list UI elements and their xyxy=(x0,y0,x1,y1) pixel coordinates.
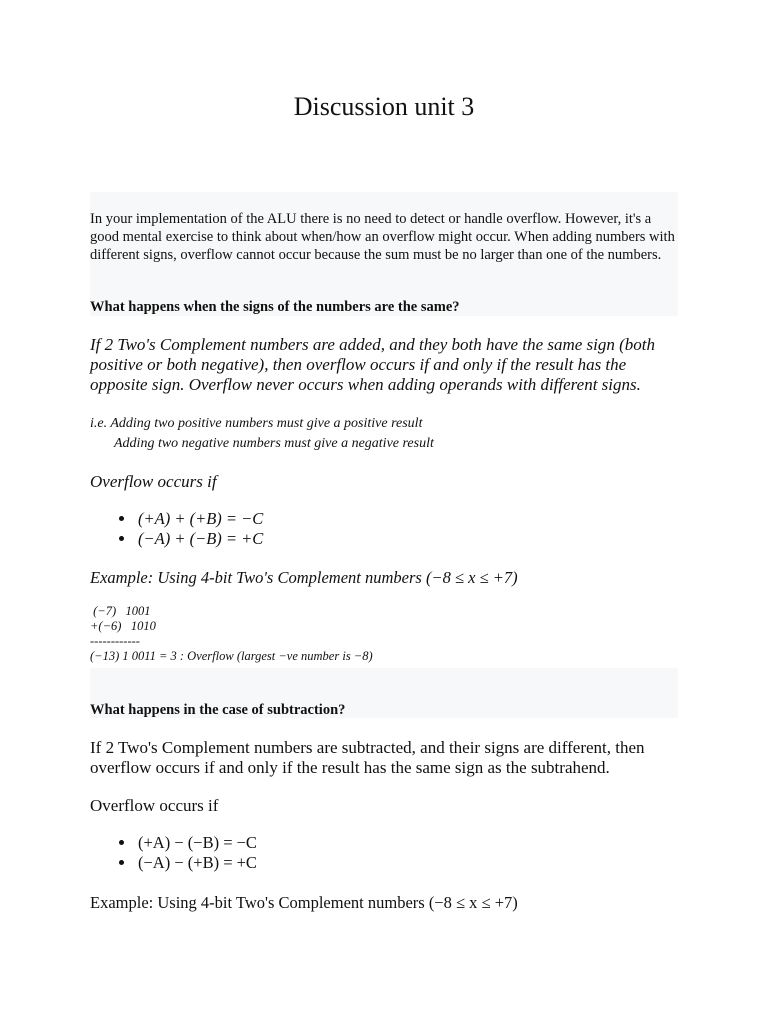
question-subtraction: What happens in the case of subtraction? xyxy=(90,702,346,718)
calc-line: +(−6) 1010 xyxy=(90,619,156,633)
addition-overflow-list xyxy=(112,509,263,549)
calc-result: (−13) 1 0011 = 3 : Overflow (largest −ve number is −8) xyxy=(90,649,373,663)
addition-rule-paragraph: If 2 Two's Complement numbers are added, and they both have the same sign (both positive or both negative), then overflow occurs if and only if the result has the opposite sign. Overflow never occurs when adding operands with different signs. xyxy=(90,335,656,394)
addition-example-heading: Example: Using 4-bit Two's Complement numbers (−8 ≤ x ≤ +7) xyxy=(90,568,518,587)
calc-line: (−7) 1001 xyxy=(90,604,151,618)
intro-paragraph: In your implementation of the ALU there is no need to detect or handle overflow. However, it's a good mental exercise to think about when/how an overflow might occur. When adding numbers with different signs, overflow cannot occur because the sum must be no larger than one of the numbers. xyxy=(90,211,675,263)
list-item: • (+A) + (+B) = −C xyxy=(136,509,263,529)
ie-line-negative: Adding two negative numbers must give a negative result xyxy=(114,436,434,451)
page-title: Discussion unit 3 xyxy=(293,92,475,121)
subtraction-rule-paragraph: If 2 Two's Complement numbers are subtracted, and their signs are different, then overflow occurs if and only if the result has the same sign as the subtrahend. xyxy=(90,738,645,777)
ie-line-positive: i.e. Adding two positive numbers must give a positive result xyxy=(90,416,423,431)
list-item: • (−A) − (+B) = +C xyxy=(136,853,257,873)
list-item: • (−A) + (−B) = +C xyxy=(136,529,263,549)
ie-examples xyxy=(90,414,680,454)
subtraction-overflow-list xyxy=(112,833,257,873)
calc-divider: ------------ xyxy=(90,634,140,648)
addition-calculation xyxy=(90,604,680,664)
list-item: • (+A) − (−B) = −C xyxy=(136,833,257,853)
question-same-signs: What happens when the signs of the numbers are the same? xyxy=(90,299,460,315)
overflow-occurs-heading: Overflow occurs if xyxy=(90,472,217,491)
subtraction-example-heading: Example: Using 4-bit Two's Complement numbers (−8 ≤ x ≤ +7) xyxy=(90,893,518,912)
overflow-occurs-heading: Overflow occurs if xyxy=(90,796,219,815)
